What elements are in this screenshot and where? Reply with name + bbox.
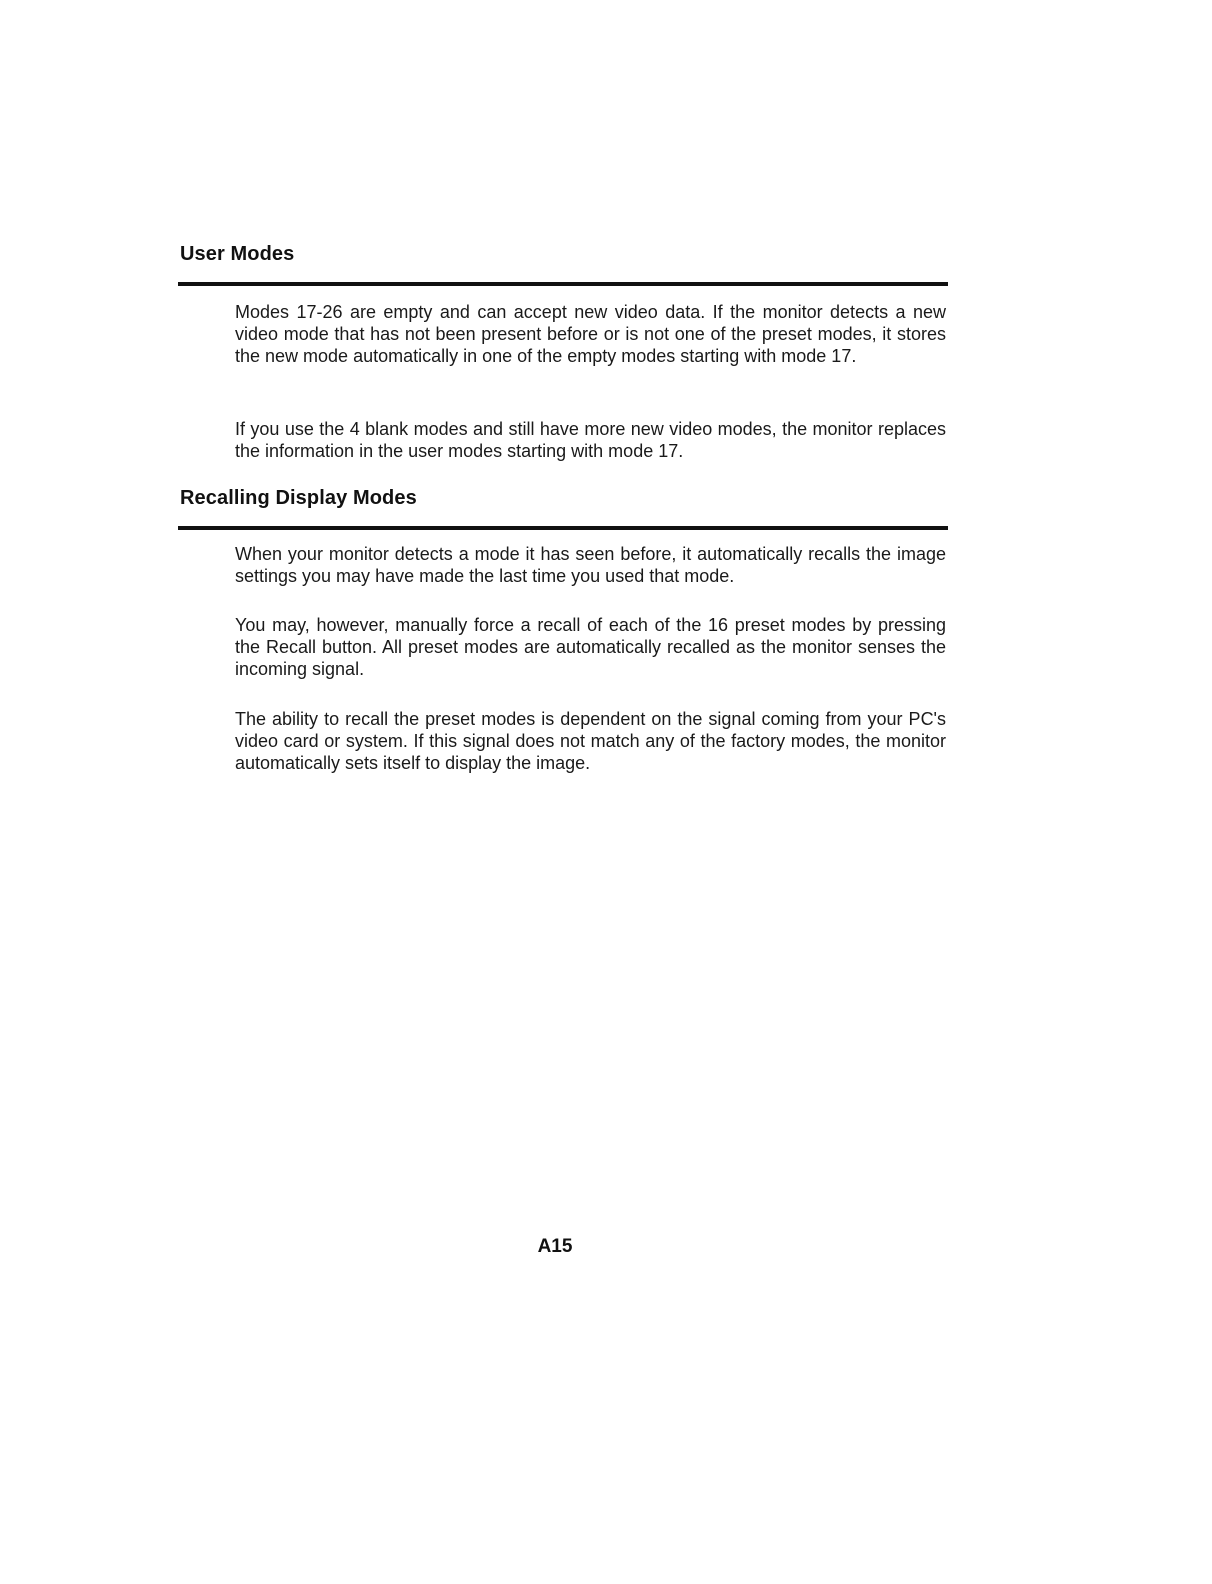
- paragraph-user-modes-2: If you use the 4 blank modes and still have more new video modes, the monitor replaces the information in the user modes starting with mode 17.: [235, 419, 946, 461]
- paragraph-user-modes-1: Modes 17-26 are empty and can accept new video data. If the monitor detects a new video mode that has not been present before or is not one of the preset modes, it stores the new mode automatically in one of the empty modes starting with mode 17.: [235, 302, 946, 366]
- section-heading-recalling-display-modes: Recalling Display Modes: [180, 487, 417, 509]
- section-divider: [178, 282, 948, 286]
- paragraph-recalling-2: You may, however, manually force a recall of each of the 16 preset modes by pressing the Recall button. All preset modes are automatically recalled as the monitor senses the incoming signal.: [235, 615, 946, 679]
- paragraph-recalling-1: When your monitor detects a mode it has seen before, it automatically recalls the image settings you may have made the last time you used that mode.: [235, 544, 946, 586]
- paragraph-recalling-3: The ability to recall the preset modes is dependent on the signal coming from your PC's video card or system. If this signal does not match any of the factory modes, the monitor automatically sets itself to display the image.: [235, 709, 946, 773]
- section-divider: [178, 526, 948, 530]
- section-heading-user-modes: User Modes: [180, 243, 295, 265]
- page-number: A15: [537, 1236, 573, 1257]
